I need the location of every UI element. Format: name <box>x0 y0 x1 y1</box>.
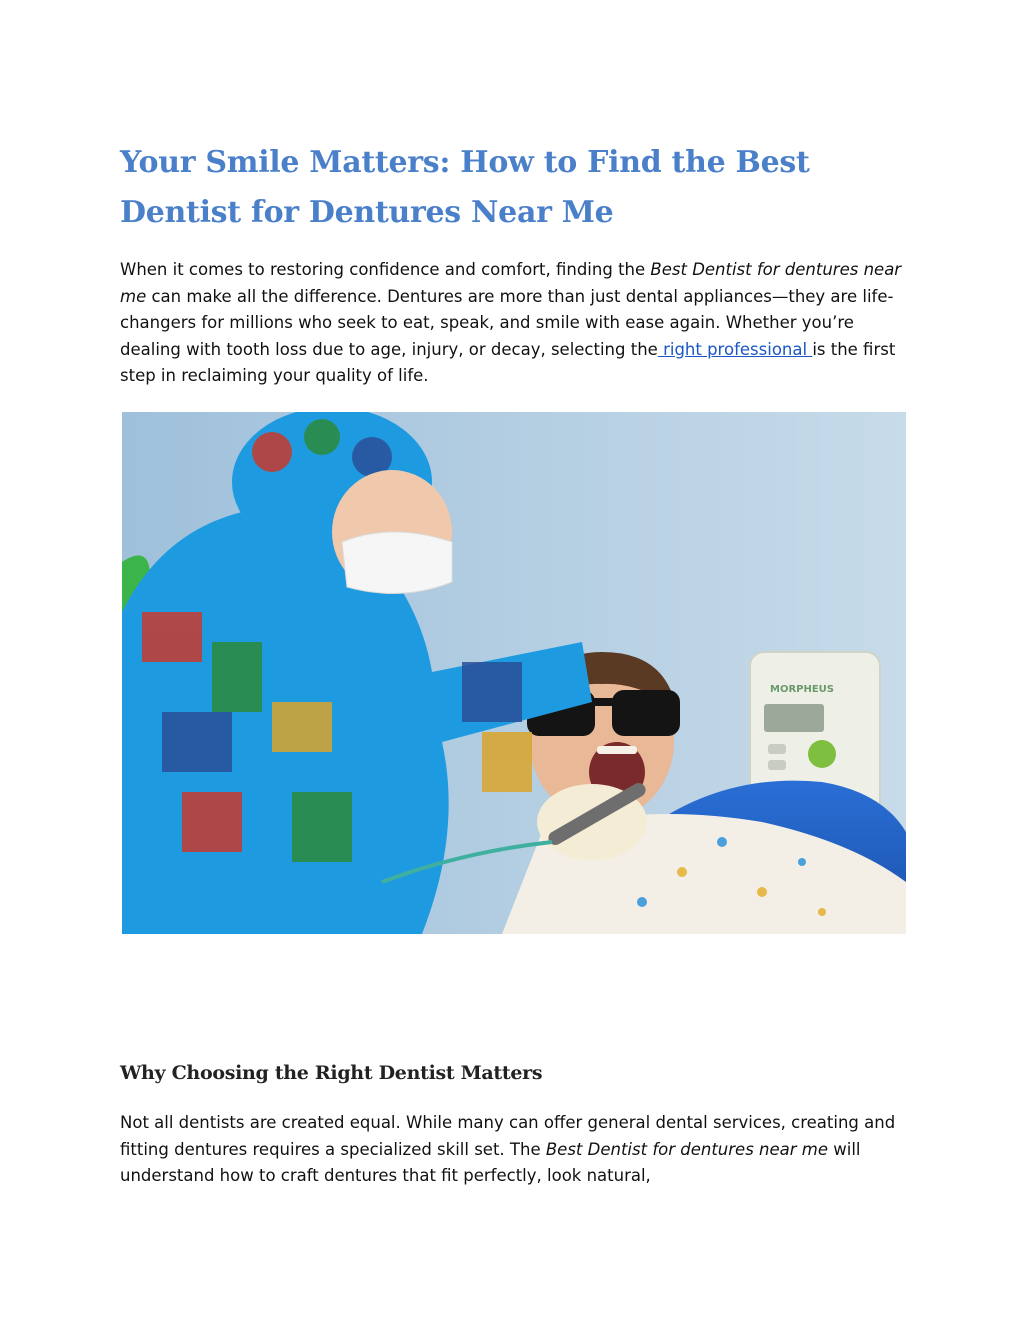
right-professional-link[interactable]: right professional <box>657 339 813 359</box>
dentist-photo <box>122 412 906 934</box>
section-text-1: Not all dentists are created equal. While many can offer general dental services, creating and fitting dentures requires a specialized skill set. The <box>120 1113 896 1159</box>
intro-text-1: When it comes to restoring confidence and comfort, finding the <box>120 260 651 279</box>
intro-paragraph <box>120 257 910 390</box>
article-title: Your Smile Matters: How to Find the Best Dentist for Dentures Near Me <box>120 145 810 230</box>
intro-text-2: can make all the difference. Dentures are more than just dental appliances—they are life-changers for millions who seek to eat, speak, and smile with ease again. Whether you’re dealing with tooth loss due to age, injury, or decay, selecting the <box>120 286 894 359</box>
equipment-brand-label: MORPHEUS <box>770 684 835 695</box>
section-paragraph <box>120 1110 910 1190</box>
section-heading: Why Choosing the Right Dentist Matters <box>120 1062 543 1084</box>
intro-emphasis: Best Dentist for dentures near me <box>120 260 902 306</box>
section-emphasis: Best Dentist for dentures near me <box>545 1139 829 1159</box>
intro-text-3: is the first step in reclaiming your quality of life. <box>120 339 896 385</box>
section-text-2: will understand how to craft dentures that fit perfectly, look natural, <box>120 1139 861 1185</box>
